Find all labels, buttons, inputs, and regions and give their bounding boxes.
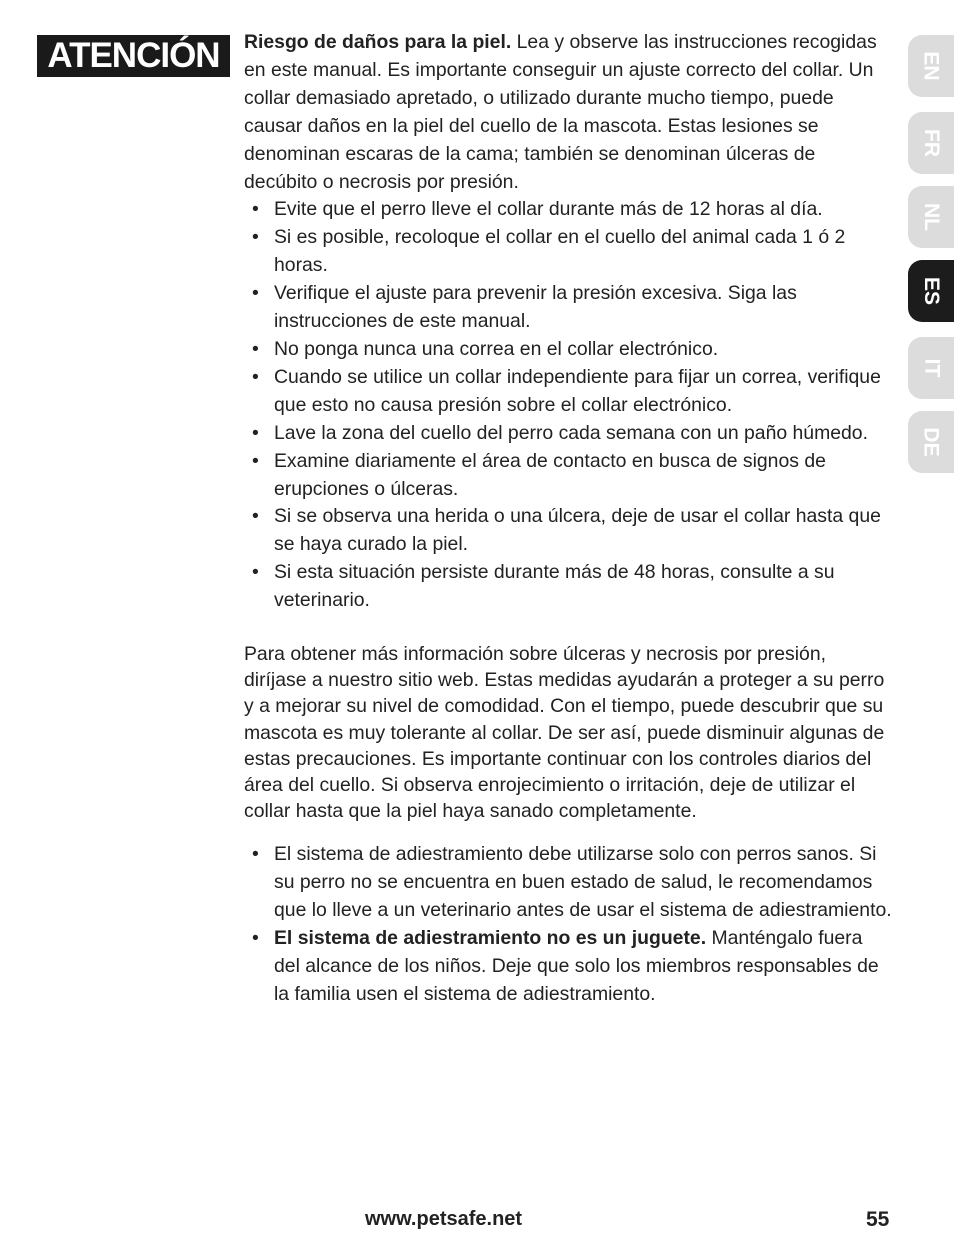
list-item: • Cuando se utilice un collar independiente para fijar un correa, verifique que esto no causa presión sobre el collar electrónico. <box>244 364 892 420</box>
list-item: • Si se observa una herida o una úlcera, deje de usar el collar hasta que se haya curado la piel. <box>244 503 892 559</box>
toy-warning-bold: El sistema de adiestramiento no es un juguete. <box>274 927 707 950</box>
list-item: • No ponga nunca una correa en el collar electrónico. <box>244 336 892 364</box>
tab-it[interactable]: IT <box>908 337 954 399</box>
tab-en[interactable]: EN <box>908 35 954 97</box>
list-item: • Si es posible, recoloque el collar en el cuello del animal cada 1 ó 2 horas. <box>244 224 892 280</box>
tab-nl[interactable]: NL <box>908 186 954 248</box>
system-notes-list <box>244 841 892 1008</box>
tab-de[interactable]: DE <box>908 411 954 473</box>
skin-risk-heading: Riesgo de daños para la piel. <box>244 31 512 53</box>
page-number: 55 <box>866 1208 890 1231</box>
list-item: • Examine diariamente el área de contacto en busca de signos de erupciones o úlceras. <box>244 448 892 504</box>
footer-url[interactable]: www.petsafe.net <box>365 1208 523 1230</box>
list-item: • Verifique el ajuste para prevenir la presión excesiva. Siga las instrucciones de este manual. <box>244 280 892 336</box>
precautions-list <box>244 196 892 615</box>
tab-es[interactable]: ES <box>908 260 954 322</box>
list-item <box>244 925 892 1009</box>
skin-risk-intro: Lea y observe las instrucciones recogidas en este manual. Es importante conseguir un ajuste correcto del collar. Un collar demasiado apretado, o utilizado durante mucho tiempo, puede causar daños en la piel del cuello de la mascota. Estas lesiones se denominan escaras de la cama; también se denominan úlceras de decúbito o necrosis por presión. <box>244 31 877 193</box>
list-item: • El sistema de adiestramiento debe utilizarse solo con perros sanos. Si su perro no se encuentra en buen estado de salud, le recomendamos que lo lleve a un veterinario antes de usar el sistema de adiestramiento. <box>244 841 892 925</box>
list-item: • Lave la zona del cuello del perro cada semana con un paño húmedo. <box>244 420 892 448</box>
toy-warning-rest: Manténgalo fuera del alcance de los niños. Deje que solo los miembros responsables de la familia usen el sistema de adiestramiento. <box>274 927 879 1005</box>
main-content <box>244 29 892 1009</box>
skin-risk-paragraph <box>244 29 892 196</box>
more-info-paragraph: Para obtener más información sobre úlceras y necrosis por presión, diríjase a nuestro sitio web. Estas medidas ayudarán a proteger a su perro y a mejorar su nivel de comodidad. Con el tiempo, puede descubrir que su mascota es muy tolerante al collar. De ser así, puede disminuir algunas de estas precauciones. Es importante continuar con los controles diarios del área del cuello. Si observa enrojecimiento o irritación, deje de utilizar el collar hasta que la piel haya sanado completamente. <box>244 643 885 823</box>
warning-badge: ATENCIÓN <box>37 35 230 77</box>
tab-fr[interactable]: FR <box>908 112 954 174</box>
list-item: • Evite que el perro lleve el collar durante más de 12 horas al día. <box>244 196 892 224</box>
list-item: • Si esta situación persiste durante más de 48 horas, consulte a su veterinario. <box>244 559 892 615</box>
